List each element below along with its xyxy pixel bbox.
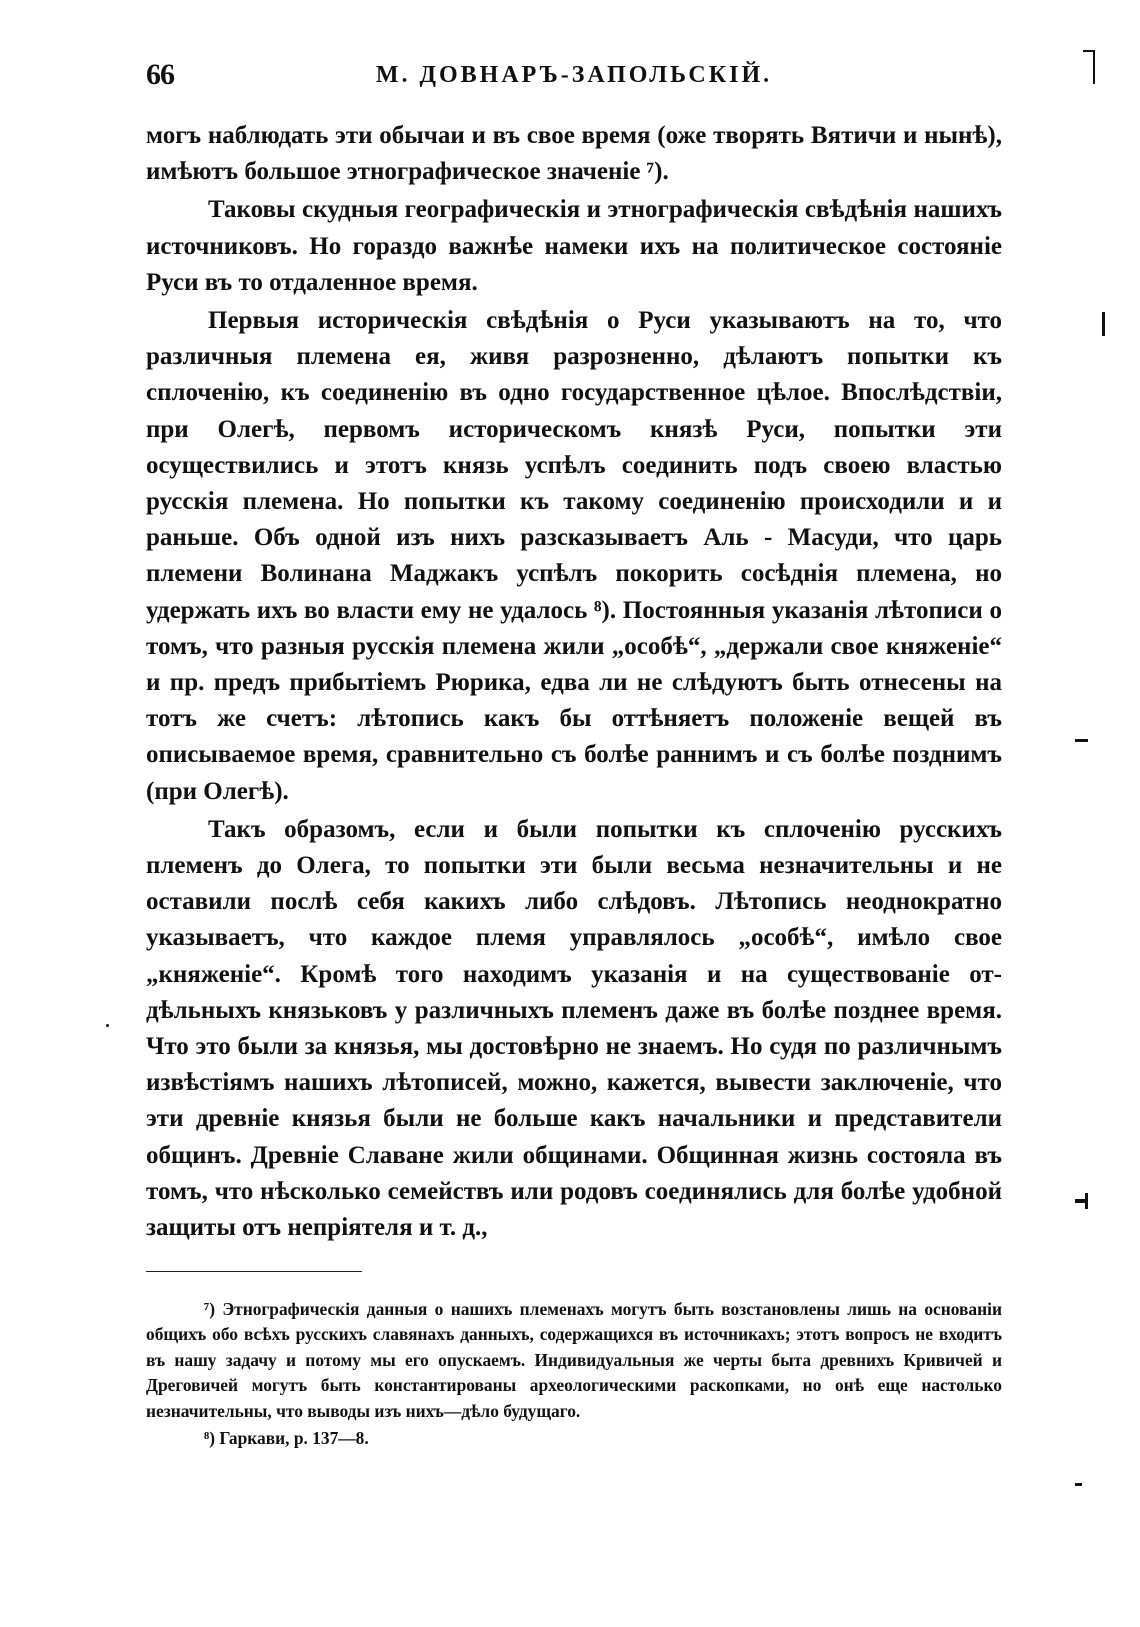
scan-mark-bottom [1075,1483,1082,1486]
footnote-7: ⁷) Этнографическія данныя о нашихъ племенахъ могутъ быть возстановлены лишь на основаніи общихъ обо всѣхъ русскихъ славянахъ данныхъ, содержащихся въ источникахъ; этотъ вопросъ не входитъ въ нашу задачу и потому мы его опускаемъ. Индивидуальныя же черты быта древнихъ Кривичей и Дреговичей могутъ быть константированы археологическими раскопками, но онѣ еще настолько незначительны, что выводы изъ нихъ—дѣло будущаго. [146,1299,1002,1421]
footnotes [146,1297,1002,1451]
scan-mark-lower-stem [1085,1193,1088,1209]
main-text [146,118,1002,1246]
scan-mark-upper [1102,312,1105,336]
paragraph-2: Таковы скудныя географическія и этнографическія свѣдѣнія нашихъ источниковъ. Но гораздо важнѣе намеки ихъ на политическое состояніе Руси въ то отдаленное время. [146,196,1002,296]
paragraph-4: Такъ образомъ, если и были попытки къ сплоченію русскихъ племенъ до Олега, то попытки эти были весьма незначительны и не оставили послѣ себя какихъ либо слѣдовъ. Лѣтопись неоднократно указываетъ, что каждое племя управлялось „особѣ“, имѣло свое „княженіе“. Кромѣ того находимъ указанія и на существованіе отдѣльныхъ князьковъ у различныхъ племенъ даже въ болѣе позднее время. Что это были за князья, мы достовѣрно не знаемъ. Но судя по различнымъ извѣстіямъ нашихъ лѣтописей, можно, кажется, вывести заключеніе, что эти древніе князья были не больше какъ начальники и представители общинъ. Древніе Славане жили общинами. Общинная жизнь состояла въ томъ, что нѣсколько семействъ или родовъ соединялись для болѣе удобной защиты отъ непріятеля и т. д., [146,815,1002,1242]
footnote-separator [146,1271,362,1272]
page-number: 66 [146,58,174,91]
scan-mark-top [1093,50,1095,84]
running-head: М. ДОВНАРЪ-ЗАПОЛЬСКІЙ. [375,62,773,88]
scan-mark-middle [1075,739,1088,742]
paragraph-3: Первыя историческія свѣдѣнія о Руси указываютъ на то, что различныя племена ея, живя разрозненно, дѣлаютъ попытки къ сплоченію, къ соединенію въ одно государственное цѣлое. Впослѣдствіи, при Олегѣ, первомъ историческомъ князѣ Руси, попытки эти осуществились и этотъ князь успѣлъ соединить подъ своею властью русскія племена. Но попытки къ такому соединенію происходили и и раньше. Объ одной изъ нихъ разсказываетъ Аль - Масуди, что царь племени Волинана Маджакъ успѣлъ покорить сосѣднія племена, но удержать ихъ во власти ему не удалось ⁸). Постоянныя указанія лѣтописи о томъ, что разныя русскія племена жили „особѣ“, „держали свое княженіе“ и пр. предъ прибытіемъ Рюрика, едва ли не слѣдуютъ быть отнесены на тотъ же счетъ: лѣтопись какъ бы оттѣняетъ положеніе вещей въ описываемое время, сравнительно съ болѣе раннимъ и съ болѣе позднимъ (при Олегѣ). [146,307,1002,805]
footnote-8: ⁸) Гаркави, р. 137—8. [204,1428,369,1449]
page-header [146,58,1002,98]
scan-mark-top-tick [1083,50,1094,52]
paragraph-1: могъ наблюдать эти обычаи и въ свое время (оже творять Вятичи и нынѣ), имѣютъ большое этнографическое значеніе ⁷). [146,122,1002,186]
scan-dot-left [106,1024,109,1027]
